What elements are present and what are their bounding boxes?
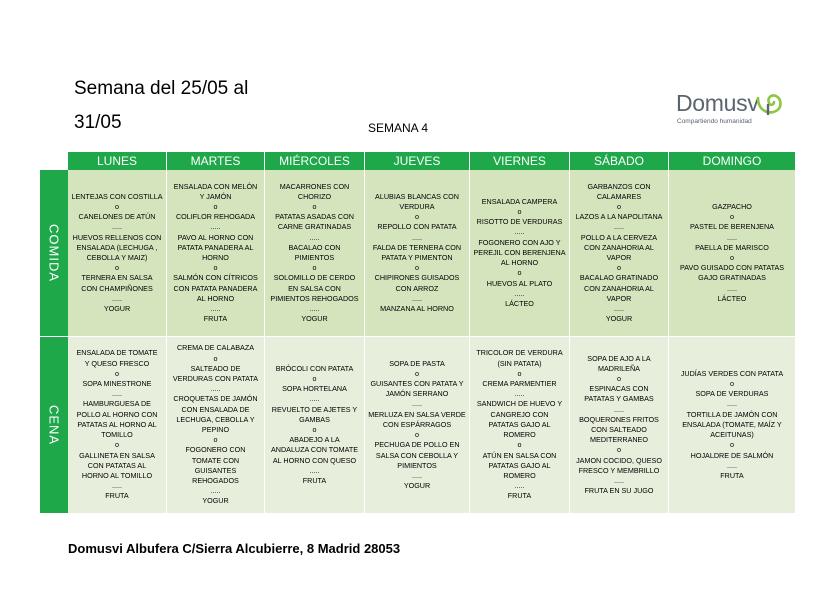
- menu-cell-lines: [573, 354, 665, 497]
- menu-line: CHIPIRONES GUISADOS: [374, 273, 460, 283]
- menu-line: o: [312, 201, 317, 211]
- menu-line: GARBANZOS CON: [587, 181, 651, 191]
- menu-table: [40, 152, 796, 514]
- menu-cell-comida-martes: [167, 170, 265, 337]
- menu-line: FRUTA EN SU JUGO: [584, 486, 654, 496]
- menu-line: .....: [613, 404, 624, 414]
- domusvi-logo: [676, 90, 796, 130]
- menu-cell-comida-domingo: [669, 170, 796, 337]
- menu-line: SOPA MINESTRONE: [82, 379, 152, 389]
- menu-line: o: [517, 268, 522, 278]
- menu-line: CON CHAMPIÑONES: [81, 283, 153, 293]
- logo-heart-icon: [754, 92, 784, 118]
- menu-line: .....: [412, 399, 422, 409]
- menu-line: PATATAS Y GAMBAS: [584, 394, 654, 404]
- menu-line: .....: [210, 384, 221, 394]
- menu-line: PIMIENTOS REHOGADOS: [270, 293, 359, 303]
- menu-line: o: [616, 263, 621, 273]
- menu-line: FRUTA: [203, 314, 228, 324]
- menu-line: CEBOLLA Y MAIZ): [86, 253, 148, 262]
- logo-tagline: Compartiendo humanidad: [677, 118, 752, 125]
- menu-line: BACALAO CON: [288, 242, 341, 252]
- menu-line: LENTEJAS CON COSTILLA: [71, 191, 163, 201]
- menu-line: Y QUESO FRESCO: [84, 358, 150, 368]
- day-header-lunes: LUNES: [68, 152, 167, 170]
- menu-line: GAJO GRATINADAS: [698, 273, 766, 283]
- menu-line: ATÚN EN SALSA CON: [482, 450, 557, 460]
- menu-cell-lines: [471, 197, 569, 309]
- menu-line: CARNE GRATINADAS: [277, 222, 352, 232]
- menu-line: ESPINACAS CON: [589, 384, 649, 394]
- menu-line: LÁCTEO: [717, 293, 747, 303]
- menu-line: FRUTA: [507, 491, 532, 501]
- menu-line: ENSALADA (LECHUGA ,: [76, 242, 158, 252]
- menu-line: ROMERO: [503, 430, 536, 440]
- menu-line: PATATAS GAJO AL: [488, 460, 551, 470]
- menu-line: SOPA HORTELANA: [282, 384, 347, 394]
- menu-cell-lines: [678, 369, 786, 481]
- menu-line: TOMILLO: [101, 430, 133, 440]
- menu-line: HUEVOS AL PLATO: [486, 278, 553, 288]
- menu-line: YOGUR: [403, 481, 431, 491]
- menu-line: SALTEADO DE: [190, 363, 241, 373]
- menu-line: o: [616, 201, 621, 211]
- menu-line: PATATA PANADERA AL: [177, 242, 254, 252]
- menu-cell-lines: [677, 202, 787, 304]
- row-label-text: CENA: [46, 404, 62, 446]
- page-title-line1: Semana del 25/05 al: [74, 78, 249, 99]
- menu-line: POLLO AL HORNO CON: [76, 409, 158, 419]
- day-header-domingo: DOMINGO: [669, 152, 796, 170]
- menu-line: TOMATE CON: [191, 455, 240, 465]
- menu-line: PIMIENTOS: [294, 253, 335, 262]
- page-title-line2: 31/05: [74, 112, 122, 133]
- menu-line: MERLUZA EN SALSA VERDE: [368, 409, 466, 419]
- menu-line: AL HORNO: [196, 293, 235, 303]
- menu-line: CON ESPÁRRAGOS: [382, 419, 452, 429]
- menu-line: LAZOS A LA NAPOLITANA: [575, 212, 663, 222]
- menu-line: .....: [411, 293, 422, 303]
- menu-line: FRUTA: [105, 491, 129, 501]
- menu-line: .....: [613, 476, 624, 486]
- menu-line: Y JAMÓN: [199, 191, 232, 201]
- menu-line: o: [414, 263, 419, 273]
- menu-line: LECHUGA, CEBOLLA Y: [176, 414, 255, 424]
- menu-line: MADRILEÑA: [598, 363, 640, 373]
- menu-line: JAMON COCIDO, QUESO: [576, 455, 662, 465]
- menu-line: o: [312, 425, 317, 434]
- menu-line: o: [115, 368, 119, 378]
- menu-cell-cena-martes: [167, 337, 265, 514]
- menu-line: FRUTA: [302, 476, 327, 486]
- menu-line: RISOTTO DE VERDURAS: [476, 217, 563, 227]
- day-header-viernes: VIERNES: [470, 152, 570, 170]
- menu-line: CREMA PARMENTIER: [482, 379, 557, 389]
- menu-cell-lines: [573, 182, 666, 325]
- row-label-comida: [40, 170, 68, 337]
- menu-cell-lines: [73, 348, 160, 501]
- menu-line: .....: [514, 227, 525, 237]
- menu-line: AL HORNO: [500, 258, 539, 268]
- menu-line: ENSALADA DE TOMATE: [76, 348, 158, 358]
- menu-line: .....: [210, 304, 221, 314]
- menu-line: VERDURAS CON PATATA: [172, 373, 259, 383]
- menu-line: o: [213, 435, 218, 445]
- menu-line: CROQUETAS DE JAMÓN: [173, 394, 258, 404]
- menu-cell-comida-lunes: [68, 170, 167, 337]
- menu-cell-lines: [170, 343, 261, 506]
- menu-line: o: [312, 263, 317, 273]
- menu-line: FALDA DE TERNERA CON: [372, 242, 462, 252]
- menu-line: PEPINO: [201, 425, 230, 434]
- menu-cell-cena-miercoles: [265, 337, 365, 514]
- menu-line: .....: [210, 486, 221, 496]
- menu-line: ROMERO: [503, 470, 536, 480]
- menu-line: CHORIZO: [297, 191, 332, 201]
- menu-line: o: [213, 263, 218, 273]
- footer-address: Domusvi Albufera C/Sierra Alcubierre, 8 Madrid 28053: [68, 541, 401, 556]
- menu-cell-lines: [267, 182, 361, 325]
- menu-line: SOLOMILLO DE CERDO: [273, 273, 356, 283]
- menu-line: o: [415, 430, 419, 440]
- menu-line: TORTILLA DE JAMÓN CON: [686, 409, 778, 419]
- menu-line: .....: [514, 481, 525, 491]
- menu-line: PECHUGA DE POLLO EN: [374, 440, 460, 450]
- menu-line: CON PATATAS AL: [87, 460, 147, 470]
- menu-line: COLIFLOR REHOGADA: [175, 212, 256, 222]
- menu-line: PAVO AL HORNO CON: [177, 232, 254, 242]
- menu-line: .....: [111, 222, 122, 232]
- menu-line: MANZANA AL HORNO: [380, 304, 454, 314]
- menu-cell-cena-domingo: [669, 337, 796, 514]
- menu-line: EN SALSA CON: [288, 283, 341, 293]
- menu-line: FOGONERO CON AJO Y: [478, 237, 561, 247]
- menu-line: .....: [309, 232, 320, 242]
- menu-line: CON ZANAHORIA AL: [584, 242, 654, 252]
- menu-line: .....: [309, 465, 320, 475]
- menu-line: CANELONES DE ATÚN: [78, 212, 156, 222]
- menu-line: CON ENSALADA DE: [181, 404, 250, 414]
- menu-line: LÁCTEO: [505, 298, 534, 308]
- menu-line: FRESCO Y MEMBRILLO: [578, 465, 660, 475]
- menu-line: CANGREJO CON: [490, 409, 549, 419]
- menu-line: .....: [727, 399, 737, 409]
- menu-line: .....: [112, 481, 122, 491]
- menu-line: o: [414, 212, 419, 222]
- menu-cell-cena-lunes: [68, 337, 167, 514]
- menu-line: .....: [613, 304, 624, 314]
- menu-line: .....: [727, 460, 737, 470]
- menu-line: o: [730, 379, 734, 389]
- menu-cell-comida-miercoles: [265, 170, 365, 337]
- menu-line: o: [730, 212, 734, 222]
- menu-cell-comida-jueves: [365, 170, 470, 337]
- menu-line: o: [312, 373, 317, 383]
- day-header-martes: MARTES: [167, 152, 265, 170]
- menu-line: YOGUR: [103, 304, 131, 314]
- menu-cell-cena-jueves: [365, 337, 470, 514]
- menu-line: .....: [210, 222, 221, 232]
- menu-line: ALUBIAS BLANCAS CON: [375, 191, 459, 201]
- menu-line: REHOGADOS: [192, 476, 239, 486]
- menu-line: HORNO: [202, 253, 229, 262]
- menu-line: GUISANTES CON PATATA Y: [370, 379, 464, 389]
- menu-line: FRUTA: [720, 470, 744, 480]
- menu-line: VERDURA: [399, 201, 435, 211]
- menu-cell-lines: [365, 359, 468, 492]
- menu-cell-cena-sabado: [570, 337, 669, 514]
- menu-line: o: [213, 353, 218, 363]
- menu-line: .....: [411, 232, 422, 242]
- menu-line: YOGUR: [202, 496, 229, 506]
- menu-line: BRÓCOLI CON PATATA: [275, 363, 354, 373]
- menu-line: YOGUR: [605, 314, 633, 324]
- menu-line: o: [517, 440, 522, 450]
- menu-line: SOPA DE VERDURAS: [695, 389, 769, 399]
- menu-line: .....: [727, 283, 737, 293]
- menu-cell-lines: [268, 364, 361, 486]
- menu-line: YOGUR: [301, 314, 328, 324]
- menu-line: o: [517, 368, 522, 378]
- logo-word: Domusv: [676, 90, 759, 116]
- menu-line: ENSALADA CAMPERA: [481, 196, 558, 206]
- menu-line: .....: [613, 222, 624, 232]
- menu-line: ENSALADA CON MELÓN: [173, 181, 258, 191]
- menu-line: GAMBAS: [299, 414, 330, 424]
- menu-line: REPOLLO CON PATATA: [377, 222, 457, 232]
- menu-line: ACEITUNAS): [710, 430, 754, 440]
- menu-line: MEDITERRANEO: [590, 435, 648, 445]
- menu-line: SANDWICH DE HUEVO Y: [476, 399, 563, 409]
- menu-line: o: [616, 373, 621, 383]
- menu-line: VAPOR: [606, 293, 632, 303]
- menu-line: HAMBURGUESA DE: [83, 399, 151, 409]
- day-header-miercoles: MIÉRCOLES: [265, 152, 365, 170]
- menu-line: .....: [309, 394, 320, 404]
- menu-line: .....: [514, 288, 525, 298]
- menu-line: HOJALDRE DE SALMÓN: [690, 450, 774, 460]
- menu-line: REVUELTO DE AJETES Y: [271, 404, 358, 414]
- menu-line: .....: [727, 232, 737, 242]
- menu-line: JUDÍAS VERDES CON PATATA: [680, 368, 784, 378]
- menu-line: PAELLA DE MARISCO: [695, 242, 769, 252]
- menu-line: CON ZANAHORIA AL: [584, 283, 654, 293]
- day-header-jueves: JUEVES: [365, 152, 470, 170]
- menu-line: BOQUERONES FRITOS: [579, 414, 659, 424]
- menu-line: PATATAS ASADAS CON: [275, 212, 354, 222]
- menu-line: ANDALUZA CON TOMATE: [270, 445, 359, 455]
- menu-cell-comida-sabado: [570, 170, 669, 337]
- menu-line: HORNO AL TOMILLO: [81, 470, 153, 480]
- menu-line: POLLO A LA CERVEZA: [580, 232, 658, 242]
- menu-line: CON PATATA PANADERA: [173, 283, 258, 293]
- menu-line: PAVO GUISADO CON PATATAS: [679, 263, 785, 273]
- menu-line: SALSA CON CEBOLLA Y: [375, 450, 459, 460]
- menu-line: SALMÓN CON CÍTRICOS: [173, 273, 258, 283]
- menu-line: TERNERA EN SALSA: [81, 273, 153, 283]
- menu-line: (SIN PATATA): [497, 358, 542, 368]
- menu-line: HUEVOS RELLENOS CON: [72, 232, 162, 242]
- menu-line: CALAMARES: [596, 191, 642, 201]
- menu-line: o: [213, 201, 218, 211]
- week-label: SEMANA 4: [368, 121, 429, 135]
- menu-line: PIMIENTOS: [397, 460, 437, 470]
- menu-line: .....: [412, 470, 422, 480]
- menu-line: ABADEJO A LA: [289, 435, 340, 445]
- menu-line: ENSALADA (TOMATE, MAÍZ Y: [682, 419, 782, 429]
- row-label-cena: [40, 337, 68, 514]
- menu-line: PATATAS GAJO AL: [488, 419, 551, 429]
- menu-line: o: [415, 368, 419, 378]
- menu-cell-lines: [68, 192, 165, 314]
- menu-line: AL HORNO CON QUESO: [272, 455, 357, 465]
- menu-line: SOPA DE PASTA: [389, 358, 445, 368]
- menu-line: PEREJIL CON BERENJENA: [473, 247, 566, 257]
- menu-line: JAMÓN SERRANO: [385, 389, 449, 399]
- menu-line: o: [730, 440, 734, 450]
- row-label-text: COMIDA: [46, 224, 62, 282]
- menu-cell-cena-viernes: [470, 337, 570, 514]
- menu-line: PATATAS AL HORNO AL: [77, 419, 157, 429]
- menu-line: CON SALTEADO: [591, 425, 647, 434]
- menu-cell-lines: [370, 192, 464, 314]
- menu-cell-lines: [170, 182, 261, 325]
- day-header-sabado: SÁBADO: [570, 152, 669, 170]
- menu-line: PASTEL DE BERENJENA: [690, 222, 774, 232]
- menu-line: o: [114, 201, 119, 211]
- menu-line: o: [114, 263, 119, 273]
- menu-line: CREMA DE CALABAZA: [176, 343, 255, 353]
- menu-line: o: [616, 445, 621, 455]
- menu-line: CON ARROZ: [395, 283, 439, 293]
- menu-line: .....: [309, 304, 320, 314]
- menu-line: FOGONERO CON: [185, 445, 246, 455]
- menu-line: MACARRONES CON: [279, 181, 350, 191]
- menu-line: .....: [112, 389, 122, 399]
- menu-line: .....: [514, 389, 525, 399]
- menu-line: o: [517, 207, 522, 217]
- menu-line: GALLINETA EN SALSA: [79, 450, 155, 460]
- menu-line: GAZPACHO: [712, 201, 752, 211]
- menu-line: GUISANTES: [194, 465, 237, 475]
- menu-line: SOPA DE AJO A LA: [587, 353, 651, 363]
- menu-cell-comida-viernes: [470, 170, 570, 337]
- menu-line: o: [730, 253, 734, 262]
- menu-line: o: [115, 440, 119, 450]
- menu-line: PATATA Y PIMENTON: [381, 253, 453, 262]
- menu-cell-lines: [473, 348, 565, 501]
- menu-line: VAPOR: [606, 253, 632, 262]
- menu-line: .....: [111, 293, 122, 303]
- menu-line: TRICOLOR DE VERDURA: [476, 348, 563, 358]
- menu-line: BACALAO GRATINADO: [579, 273, 659, 283]
